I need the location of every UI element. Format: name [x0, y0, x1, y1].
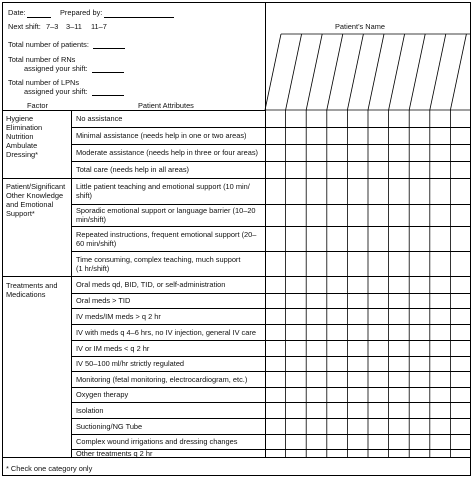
attribute-row-label: Total care (needs help in all areas)	[76, 165, 189, 174]
patient-name-slant	[450, 34, 466, 110]
patient-check-cells[interactable]	[265, 144, 471, 161]
attribute-row-label: Little patient teaching and emotional support (10 min/ shift)	[76, 182, 250, 200]
attribute-row-label: Complex wound irrigations and dressing changes	[76, 437, 238, 446]
patient-check-cells[interactable]	[265, 449, 471, 457]
factor-label: Treatments and Medications	[6, 281, 58, 299]
attribute-row-label: Oral meds qd, BID, TID, or self-administration	[76, 280, 226, 289]
attribute-row-label: Time consuming, complex teaching, much support (1 hr/shift)	[76, 255, 241, 273]
patient-check-cells[interactable]	[265, 308, 471, 324]
attributes-header: Patient Attributes	[138, 101, 194, 110]
attribute-row-label: No assistance	[76, 114, 123, 123]
patient-check-cells[interactable]	[265, 251, 471, 276]
attribute-row-label: Moderate assistance (needs help in three or four areas)	[76, 148, 258, 157]
total-lpns-label: Total number of LPNs	[8, 78, 80, 87]
patient-check-cells[interactable]	[265, 324, 471, 340]
total-lpns-label-2: assigned your shift:	[24, 87, 88, 96]
next-shift-label: Next shift:	[8, 22, 41, 31]
shift-option-3[interactable]: 11–7	[91, 22, 107, 31]
attribute-row-label: Minimal assistance (needs help in one or two areas)	[76, 131, 247, 140]
attribute-row-label: Repeated instructions, frequent emotional support (20– 60 min/shift)	[76, 230, 257, 248]
factor-header: Factor	[27, 101, 48, 110]
patient-name-slant	[409, 34, 425, 110]
patient-check-cells[interactable]	[265, 387, 471, 402]
attribute-row-label: Oxygen therapy	[76, 390, 129, 399]
attribute-row-label: IV meds/IM meds > q 2 hr	[76, 312, 161, 321]
patient-check-cells[interactable]	[265, 371, 471, 387]
date-label: Date:	[8, 8, 26, 17]
patient-check-cells[interactable]	[265, 340, 471, 356]
patient-check-cells[interactable]	[265, 293, 471, 308]
patient-check-cells[interactable]	[265, 178, 471, 204]
patient-check-cells[interactable]	[265, 161, 471, 178]
total-rns-label-2: assigned your shift:	[24, 64, 88, 73]
attribute-row-label: Monitoring (fetal monitoring, electrocardiogram, etc.)	[76, 375, 248, 384]
attribute-row-label: IV 50–100 ml/hr strictly regulated	[76, 359, 185, 368]
patient-check-cells[interactable]	[265, 356, 471, 371]
patient-check-cells[interactable]	[265, 418, 471, 434]
patient-name-slant	[265, 34, 281, 110]
patient-name-slant	[430, 34, 446, 110]
patient-check-cells[interactable]	[265, 127, 471, 144]
patient-check-cells[interactable]	[265, 276, 471, 293]
patient-check-cells[interactable]	[265, 402, 471, 418]
attribute-row-label: Sporadic emotional support or language barrier (10–20 min/shift)	[76, 206, 256, 224]
total-patients-label: Total number of patients:	[8, 40, 89, 49]
attribute-row-label: Oral meds > TID	[76, 296, 131, 305]
prepared-by-label: Prepared by:	[60, 8, 103, 17]
attribute-row-label: Suctioning/NG Tube	[76, 422, 143, 431]
patient-check-cells[interactable]	[265, 110, 471, 127]
patient-name-slant	[389, 34, 405, 110]
patient-name-slant	[286, 34, 302, 110]
patient-name-slant	[347, 34, 363, 110]
attribute-row-label: IV or IM meds < q 2 hr	[76, 344, 150, 353]
factor-label: Hygiene Elimination Nutrition Ambulate Dressing*	[6, 114, 43, 159]
patient-check-cells[interactable]	[265, 434, 471, 449]
attribute-row-label: IV with meds q 4–6 hrs, no IV injection, general IV care	[76, 328, 256, 337]
footnote: * Check one category only	[6, 464, 93, 473]
patient-name-slant	[306, 34, 322, 110]
patient-name-slant	[327, 34, 343, 110]
patient-name-slant	[368, 34, 384, 110]
patients-name-label: Patient’s Name	[335, 22, 385, 31]
shift-option-1[interactable]: 7–3	[46, 22, 59, 31]
shift-option-2[interactable]: 3–11	[66, 22, 82, 31]
patient-check-cells[interactable]	[265, 226, 471, 251]
total-rns-label: Total number of RNs	[8, 55, 76, 64]
attribute-row-label: Isolation	[76, 406, 104, 415]
attribute-row-label: Other treatments q 2 hr	[76, 449, 153, 458]
patient-check-cells[interactable]	[265, 204, 471, 226]
factor-label: Patient/Significant Other Knowledge and Emotional Support*	[6, 182, 66, 218]
